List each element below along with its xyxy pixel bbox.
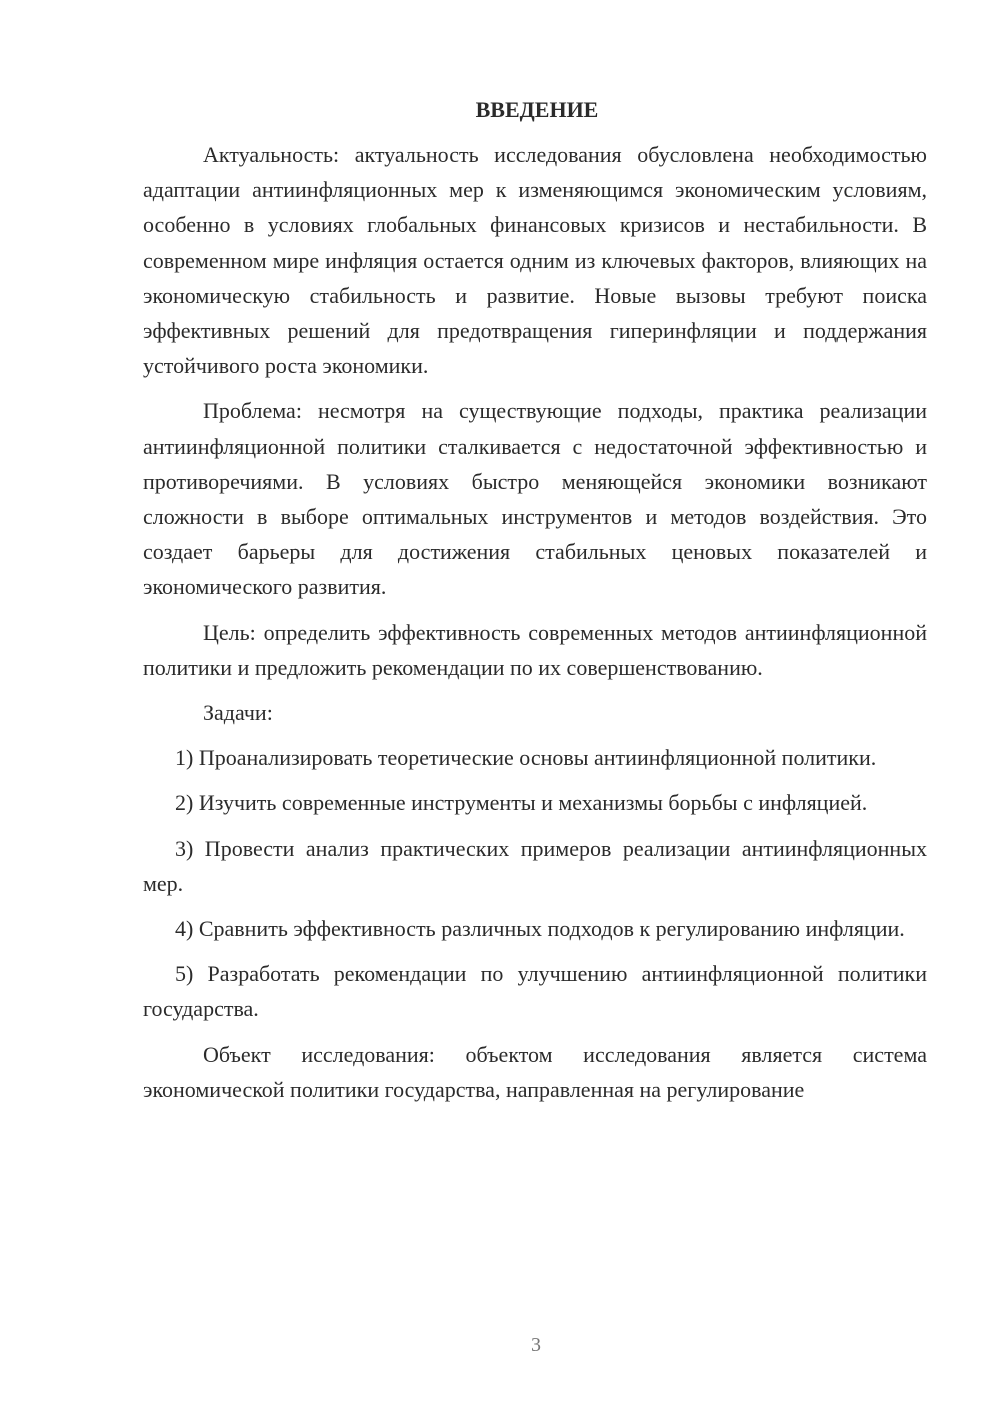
task-list-item: 3) Провести анализ практических примеров реализации антиинфляционных мер. [143, 835, 927, 896]
task-list-item: 5) Разработать рекомендации по улучшению антиинфляционной политики государства. [143, 961, 927, 1022]
research-object-paragraph: Объект исследования: объектом исследования является система экономической политики государства, направленная на регулирование [143, 1041, 927, 1102]
page-number: 3 [531, 1334, 541, 1356]
relevance-paragraph: Актуальность: актуальность исследования обусловлена необходимостью адаптации антиинфляционных мер к изменяющимся экономическим условиям, особенно в условиях глобальных финансовых кризисов и нестабильности. В современном мире инфляция остается одним из ключевых факторов, влияющих на экономическую стабильность и развитие. Новые вызовы требуют поиска эффективных решений для предотвращения гиперинфляции и поддержания устойчивого роста экономики. [143, 142, 927, 379]
task-list-item: 4) Сравнить эффективность различных подходов к регулированию инфляции. [175, 916, 905, 942]
section-heading: ВВЕДЕНИЕ [475, 97, 599, 122]
goal-paragraph: Цель: определить эффективность современных методов антиинфляционной политики и предложить рекомендации по их совершенствованию. [143, 619, 927, 680]
task-list-item: 1) Проанализировать теоретические основы антиинфляционной политики. [175, 745, 877, 771]
tasks-label: Задачи: [203, 700, 273, 726]
problem-paragraph: Проблема: несмотря на существующие подходы, практика реализации антиинфляционной политики сталкивается с недостаточной эффективностью и противоречиями. В условиях быстро меняющейся экономики возникают сложности в выборе оптимальных инструментов и методов воздействия. Это создает барьеры для достижения стабильных ценовых показателей и экономического развития. [143, 398, 927, 600]
page-content [143, 92, 927, 1107]
task-list-item: 2) Изучить современные инструменты и механизмы борьбы с инфляцией. [175, 790, 868, 816]
